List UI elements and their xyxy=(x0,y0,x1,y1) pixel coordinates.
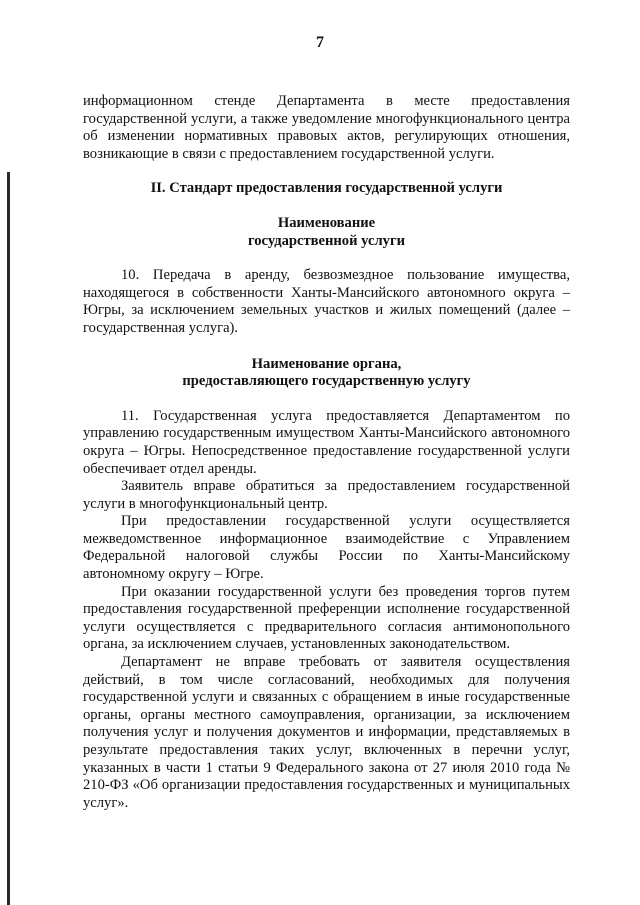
document-body xyxy=(83,93,570,812)
paragraph-10: 10. Передача в аренду, безвозмездное пользование имущества, находящегося в собственности Ханты-Мансийского автономного округа – Югры, за исключением земельных участков и жилых помещений (далее – государственная услуга). xyxy=(83,267,570,336)
paragraph-interaction: При предоставлении государственной услуги осуществляется межведомственное информационное взаимодействие с Управлением Федеральной налоговой службы России по Ханты-Мансийскому автономному округу – Югре. xyxy=(83,513,570,583)
paragraph-preference: При оказании государственной услуги без проведения торгов путем предоставления государственной преференции исполнение государственной услуги осуществляется с предварительного согласия антимонопольного органа, за исключением случаев, установленных законодательством. xyxy=(83,583,570,653)
section-title: II. Стандарт предоставления государственной услуги xyxy=(150,180,503,197)
intro-paragraph: информационном стенде Департамента в месте предоставления государственной услуги, а также уведомление многофункционального центра об изменении нормативных правовых актов, регулирующих отношения, возникающие в связи с предоставлением государственной услуги. xyxy=(83,93,570,162)
naming-heading-line2: государственной услуги xyxy=(247,232,406,249)
paragraph-mfc: Заявитель вправе обратиться за предоставлением государственной услуги в многофункциональный центр. xyxy=(83,478,570,512)
margin-line xyxy=(7,172,10,905)
page-number: 7 xyxy=(316,34,324,51)
paragraph-11: 11. Государственная услуга предоставляется Департаментом по управлению государственным имуществом Ханты-Мансийского автономного округа – Югры. Непосредственное предоставление государственной услуги обеспечивает отдел аренды. xyxy=(83,407,570,477)
authority-heading-line2: предоставляющего государственную услугу xyxy=(182,373,471,390)
naming-heading-line1: Наименование xyxy=(277,214,376,231)
paragraph-restriction: Департамент не вправе требовать от заявителя осуществления действий, в том числе согласований, необходимых для получения государственной услуги и связанных с обращением в иные государственные органы, органы местного самоуправления, организации, за исключением получения услуг и получения документов и информации, представляемых в результате предоставления таких услуг, включенных в перечни услуг, указанных в части 1 статьи 9 Федерального закона от 27 июля 2010 года № 210-ФЗ «Об организации предоставления государственных и муниципальных услуг». xyxy=(83,654,570,811)
authority-heading-line1: Наименование органа, xyxy=(251,355,402,372)
